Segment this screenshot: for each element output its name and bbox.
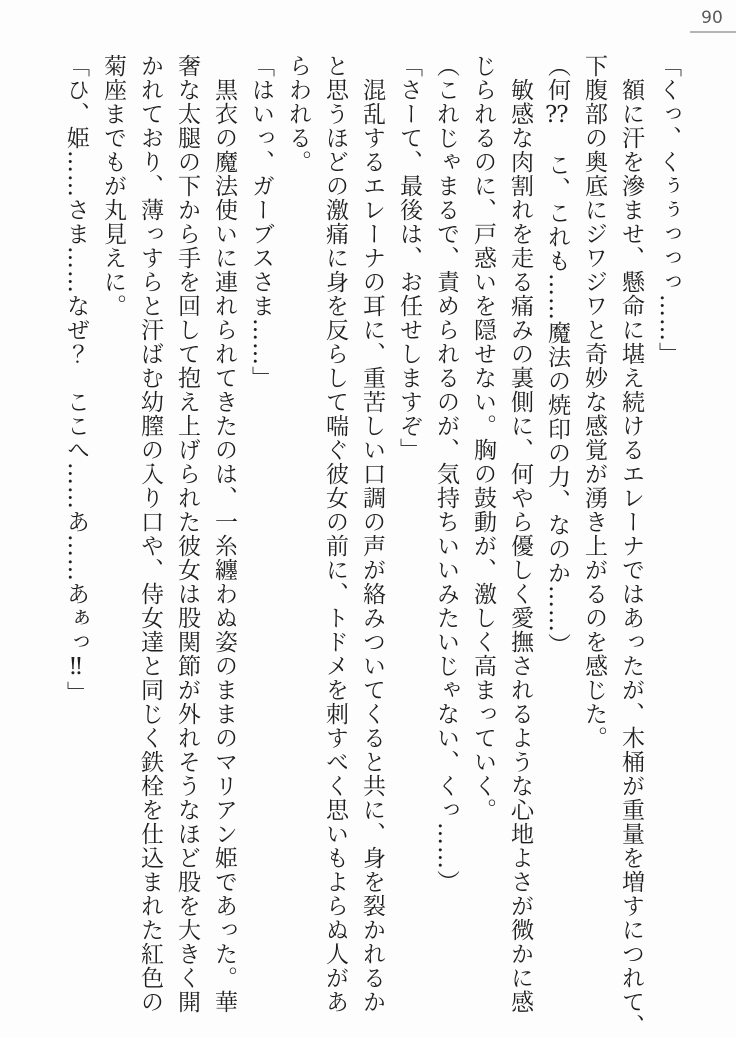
text-line: 「さーて、最後は、お任せしますぞ」 xyxy=(396,54,422,462)
text-line: 額に汗を滲ませ、懸命に堪え続けるエレーナではあったが、木桶が重量を増すにつれて、 xyxy=(618,54,644,1038)
text-line: 敏感な肉割れを走る痛みの裏側に、何やら優しく愛撫されるような心地よさが微かに感 xyxy=(507,54,533,1014)
text-line: かれており、薄っすらと汗ばむ幼膣の入り口や、侍女達と同じく鉄栓を仕込まれた紅色の xyxy=(137,54,163,1014)
text-line: 奢な太腿の下から手を回して抱え上げられた彼女は股関節が外れそうなほど股を大きく開 xyxy=(174,54,200,1014)
text-line: と思うほどの激痛に身を反らして喘ぐ彼女の前に、トドメを刺すべく思いもよらぬ人があ xyxy=(322,54,348,1014)
page-number: 90 xyxy=(690,8,734,33)
text-line: （これじゃまるで、責められるのが、気持ちいいみたいじゃない、くっ……） xyxy=(433,54,459,894)
text-line: 「くっ、くぅぅっっっ……」 xyxy=(655,54,681,366)
text-line: 黒衣の魔法使いに連れられてきたのは、一糸纏わぬ姿のままのマリアン姫であった。華 xyxy=(211,54,237,1014)
text-line: 「はいっ、ガーブスさま……」 xyxy=(248,54,274,390)
text-line: 菊座までもが丸見えに。 xyxy=(100,54,126,318)
text-line: じられるのに、戸惑いを隠せない。胸の鼓動が、激しく高まっていく。 xyxy=(470,54,496,822)
text-line: らわれる。 xyxy=(285,54,311,174)
text-line: 下腹部の奥底にジワジワと奇妙な感覚が湧き上がるのを感じた。 xyxy=(581,54,607,750)
text-line: （何⁇ こ、これも……魔法の焼印の力、なのか……） xyxy=(544,54,570,657)
text-line: 「ひ、姫……さま……なぜ？ ここへ……あ……あぁっ‼」 xyxy=(63,54,89,705)
page-text xyxy=(57,54,686,1038)
text-line: 混乱するエレーナの耳に、重苦しい口調の声が絡みついてくると共に、身を裂かれるか xyxy=(359,54,385,1014)
